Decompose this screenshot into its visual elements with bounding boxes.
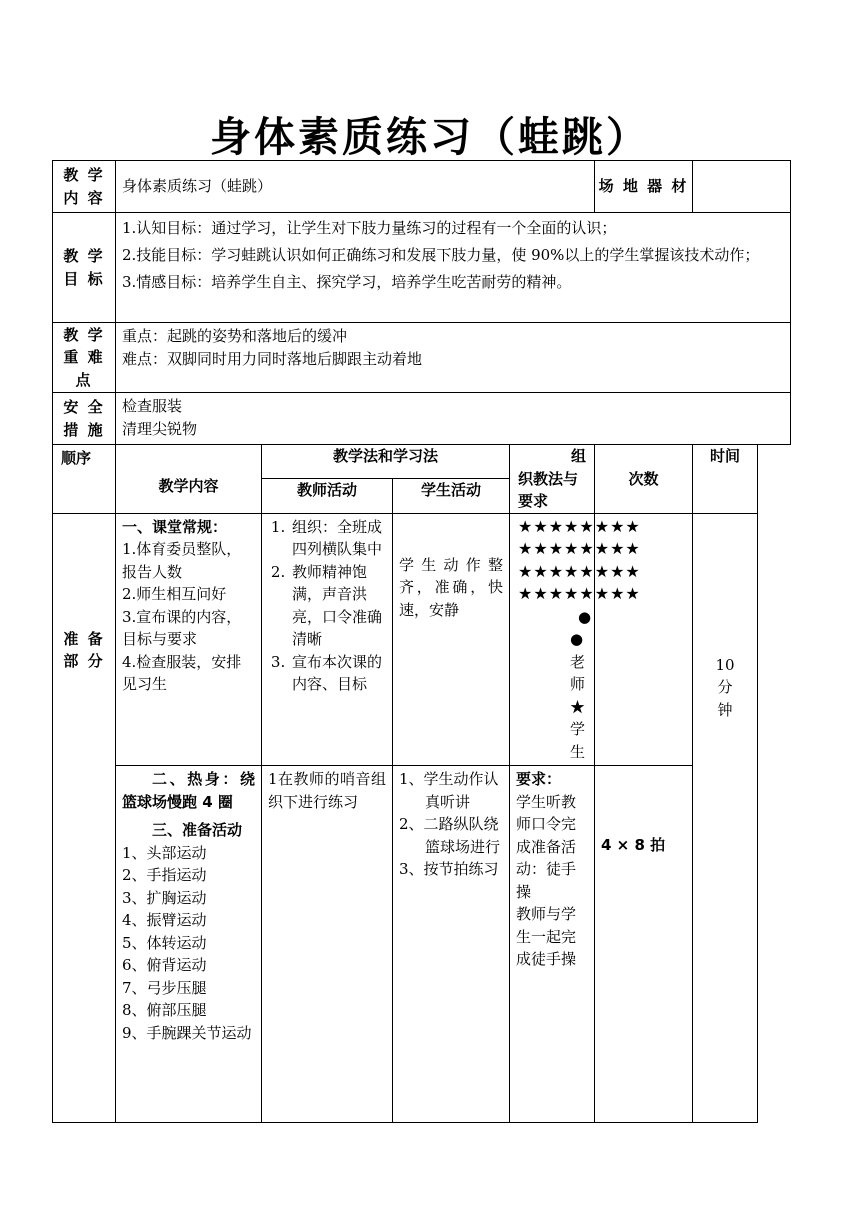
safety-cell bbox=[116, 393, 791, 445]
routine-item: 1.体育委员整队，报告人数 bbox=[122, 540, 242, 581]
requirement-item: 学生听教师口令完成准备活动：徒手操 bbox=[516, 792, 577, 901]
warmup-content bbox=[116, 766, 262, 1123]
safety-label: 安 全 措 施 bbox=[53, 393, 116, 445]
venue-label: 场 地 器 材 bbox=[595, 161, 693, 213]
order-header: 顺序 bbox=[53, 445, 116, 514]
safety-item: 检查服装 bbox=[122, 397, 183, 415]
student-activity-1: 学生动作整齐，准确，快速，安静 bbox=[393, 513, 510, 766]
student-activity-2 bbox=[393, 766, 510, 1123]
section-label: 准 备 部 分 bbox=[53, 513, 116, 1123]
key-point-item: 重点：起跳的姿势和落地后的缓冲 bbox=[122, 327, 348, 345]
page-title: 身体素质练习（蛙跳） bbox=[210, 113, 650, 161]
formation-diagram bbox=[510, 513, 641, 766]
count-header: 次数 bbox=[595, 445, 693, 514]
method-header: 教学法和学习法 bbox=[262, 445, 510, 479]
student-row: ★★★★★★★★ bbox=[518, 516, 641, 536]
prep-item: 2、手指运动 bbox=[122, 866, 207, 884]
prep-item: 1、头部运动 bbox=[122, 843, 207, 862]
venue-value bbox=[693, 161, 791, 213]
content-header: 教学内容 bbox=[116, 445, 262, 514]
teacher-step: 2. 教师精神饱满，声音洪亮，口令准确清晰 bbox=[290, 561, 386, 651]
student-row: ★★★★★★★★ bbox=[518, 584, 641, 603]
prep-item: 5、体转运动 bbox=[122, 933, 207, 952]
key-point-item: 难点：双脚同时用力同时落地后脚跟主动着地 bbox=[122, 349, 423, 368]
teacher-step: 1. 组织：全班成四列横队集中 bbox=[290, 516, 386, 561]
student-step: 1、学生动作认真听讲 bbox=[399, 770, 499, 811]
prep-item: 3、扩胸运动 bbox=[122, 888, 207, 907]
goals-cell bbox=[116, 213, 791, 323]
student-activity-header: 学生活动 bbox=[393, 479, 510, 513]
requirements-cell bbox=[510, 766, 595, 1123]
section-time: 10 分钟 bbox=[693, 513, 758, 1123]
key-points-cell bbox=[116, 323, 791, 393]
routine-item: 3.宣布课的内容，目标与要求 bbox=[122, 607, 242, 648]
repetition-count: 4 × 8 拍 bbox=[595, 766, 693, 1123]
student-row: ★★★★★★★★ bbox=[518, 561, 641, 581]
time-header: 时间 bbox=[693, 445, 758, 514]
routine-item: 4.检查服装，安排见习生 bbox=[122, 652, 242, 693]
goals-label: 教 学 目 标 bbox=[53, 213, 116, 323]
warmup-title: 二、热身：绕篮球场慢跑 4 圈 bbox=[122, 770, 255, 811]
prep-item: 4、振臂运动 bbox=[122, 911, 207, 929]
content-label: 教 学 内 容 bbox=[53, 161, 116, 213]
requirements-title: 要求： bbox=[516, 770, 562, 788]
organization-header: 组 织教法与要求 bbox=[510, 445, 595, 514]
student-step: 2、二路纵队绕篮球场进行 bbox=[399, 815, 501, 856]
prep-title: 三、准备活动 bbox=[152, 821, 243, 839]
goal-item: 2.技能目标：学习蛙跳认识如何正确练习和发展下肢力量，使 90%以上的学生掌握该技术动作； bbox=[122, 246, 760, 264]
teacher-activity-header: 教师活动 bbox=[262, 479, 393, 513]
teacher-activity-2: 1在教师的哨音组织下进行练习 bbox=[262, 766, 393, 1123]
goal-item: 3.情感目标：培养学生自主、探究学习，培养学生吃苦耐劳的精神。 bbox=[122, 273, 572, 291]
teacher-activity-1 bbox=[262, 513, 393, 766]
formation-legend: ●老师★学生 bbox=[570, 630, 586, 761]
student-step: 3、按节拍练习 bbox=[399, 860, 499, 878]
routine-title: 一、课堂常规： bbox=[122, 517, 228, 536]
prep-item: 8、俯部压腿 bbox=[122, 1001, 207, 1019]
safety-item: 清理尖锐物 bbox=[122, 419, 198, 438]
prep-item: 7、弓步压腿 bbox=[122, 978, 207, 997]
routine-content bbox=[116, 513, 262, 766]
student-row: ★★★★★★★★ bbox=[518, 539, 641, 558]
key-points-label: 教 学 重 难 点 bbox=[53, 323, 116, 393]
goal-item: 1.认知目标：通过学习，让学生对下肢力量练习的过程有一个全面的认识； bbox=[122, 219, 617, 237]
requirement-item: 教师与学生一起完成徒手操 bbox=[516, 905, 577, 968]
prep-item: 6、俯背运动 bbox=[122, 956, 207, 974]
lesson-plan-table bbox=[52, 160, 791, 1123]
content-value: 身体素质练习（蛙跳） bbox=[116, 161, 595, 213]
prep-item: 9、手腕踝关节运动 bbox=[122, 1023, 252, 1042]
routine-item: 2.师生相互问好 bbox=[122, 585, 227, 603]
teacher-marker: ● bbox=[578, 607, 592, 626]
teacher-step: 3. 宣布本次课的内容、目标 bbox=[290, 651, 386, 696]
